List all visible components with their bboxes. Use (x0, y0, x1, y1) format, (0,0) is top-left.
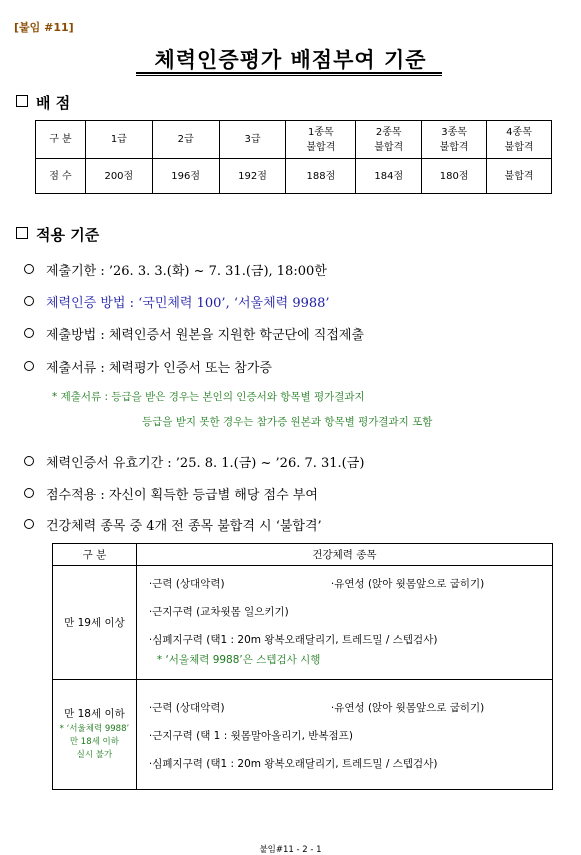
restriction-note-2: 만 18세 이하 (69, 736, 119, 747)
item-text: 제출기한 : ’26. 3. 3.(화) ~ 7. 31.(금), 18:00한 (46, 264, 327, 279)
score-cell: 196점 (152, 159, 219, 194)
list-item (24, 292, 330, 311)
circle-bullet-icon (24, 488, 34, 498)
grade-cell: 3급 (219, 121, 286, 159)
item-text: 건강체력 종목 중 4개 전 종목 불합격 시 ‘불합격’ (46, 519, 322, 534)
list-item (24, 452, 364, 471)
endurance-item: ·근지구력 (교차윗몸 일으키기) (148, 606, 289, 618)
page-title: 체력인증평가 배점부여 기준 (154, 48, 427, 72)
attachment-label: [붙임 #11] (14, 21, 74, 34)
restriction-note-1: * ‘서울체력 9988’ (59, 723, 130, 734)
item-text: 체력인증서 유효기간 : ’25. 8. 1.(금) ~ ’26. 7. 31.(금) (46, 456, 365, 471)
title-underline-thin (136, 75, 442, 76)
list-item (24, 260, 327, 279)
age-group-18-under (53, 680, 137, 790)
strength-item: ·근력 (상대악력) (148, 702, 225, 714)
circle-bullet-icon (24, 264, 34, 274)
restriction-note-3: 실시 불가 (76, 749, 113, 760)
item-text: 제출서류 : 체력평가 인증서 또는 참가증 (46, 361, 272, 376)
checkbox-square-icon (16, 95, 28, 107)
grade-cell: 2급 (152, 121, 219, 159)
docs-note-line2: 등급을 받지 못한 경우는 참가증 원본과 항목별 평가결과지 포함 (142, 416, 433, 428)
health-head-right: 건강체력 종목 (136, 544, 552, 566)
docs-note-line1: * 제출서류 : 등급을 받은 경우는 본인의 인증서와 항목별 평가결과지 (52, 391, 365, 403)
score-cell: 200점 (85, 159, 152, 194)
title-underline (136, 72, 442, 74)
list-item (24, 515, 322, 534)
circle-bullet-icon (24, 361, 34, 371)
cardio-item: ·심폐지구력 (택1 : 20m 왕복오래달리기, 트레드밀 / 스텝검사) (148, 634, 438, 646)
health-items-19-plus (136, 566, 552, 680)
grade-cell: 4종목 불합격 (487, 121, 552, 159)
checkbox-square-icon (16, 227, 28, 239)
section-score-text: 배 점 (36, 94, 71, 112)
list-item (24, 484, 318, 503)
score-cell: 192점 (219, 159, 286, 194)
circle-bullet-icon (24, 328, 34, 338)
item-text: 제출방법 : 체력인증서 원본을 지원한 학군단에 직접제출 (46, 328, 365, 343)
score-cell: 180점 (422, 159, 487, 194)
health-items-18-under (136, 680, 552, 790)
flexibility-item: ·유연성 (앉아 윗몸앞으로 굽히기) (330, 578, 485, 590)
section-criteria-text: 적용 기준 (36, 226, 100, 244)
grade-cell: 1종목 불합격 (286, 121, 356, 159)
score-cell: 188점 (286, 159, 356, 194)
circle-bullet-icon (24, 296, 34, 306)
circle-bullet-icon (24, 456, 34, 466)
score-row-header: 구 분 (36, 121, 86, 159)
section-score-heading (16, 92, 70, 113)
flexibility-item: ·유연성 (앉아 윗몸앞으로 굽히기) (330, 702, 485, 714)
section-criteria-heading (16, 224, 99, 245)
step-test-note: * ‘서울체력 9988’은 스텝검사 시행 (156, 654, 321, 666)
score-row-header: 점 수 (36, 159, 86, 194)
grade-cell: 3종목 불합격 (422, 121, 487, 159)
item-text: 점수적용 : 자신이 획득한 등급별 해당 점수 부여 (46, 488, 318, 503)
age-group-19-plus: 만 19세 이상 (53, 566, 137, 680)
grade-cell: 1급 (85, 121, 152, 159)
score-table (35, 120, 552, 194)
score-cell: 184점 (356, 159, 422, 194)
score-cell: 불합격 (487, 159, 552, 194)
endurance-item: ·근지구력 (택 1 : 윗몸말아올리기, 반복점프) (148, 730, 353, 742)
age-group-label: 만 18세 이하 (64, 707, 125, 720)
list-item (24, 357, 272, 376)
circle-bullet-icon (24, 519, 34, 529)
health-head-left: 구 분 (53, 544, 137, 566)
health-fitness-table (52, 543, 553, 790)
item-text: 체력인증 방법 : ‘국민체력 100’, ‘서울체력 9988’ (46, 296, 330, 311)
strength-item: ·근력 (상대악력) (148, 578, 225, 590)
page-footer: 붙임#11 - 2 - 1 (259, 845, 322, 855)
grade-cell: 2종목 불합격 (356, 121, 422, 159)
cardio-item: ·심폐지구력 (택1 : 20m 왕복오래달리기, 트레드밀 / 스텝검사) (148, 758, 438, 770)
list-item (24, 324, 364, 343)
